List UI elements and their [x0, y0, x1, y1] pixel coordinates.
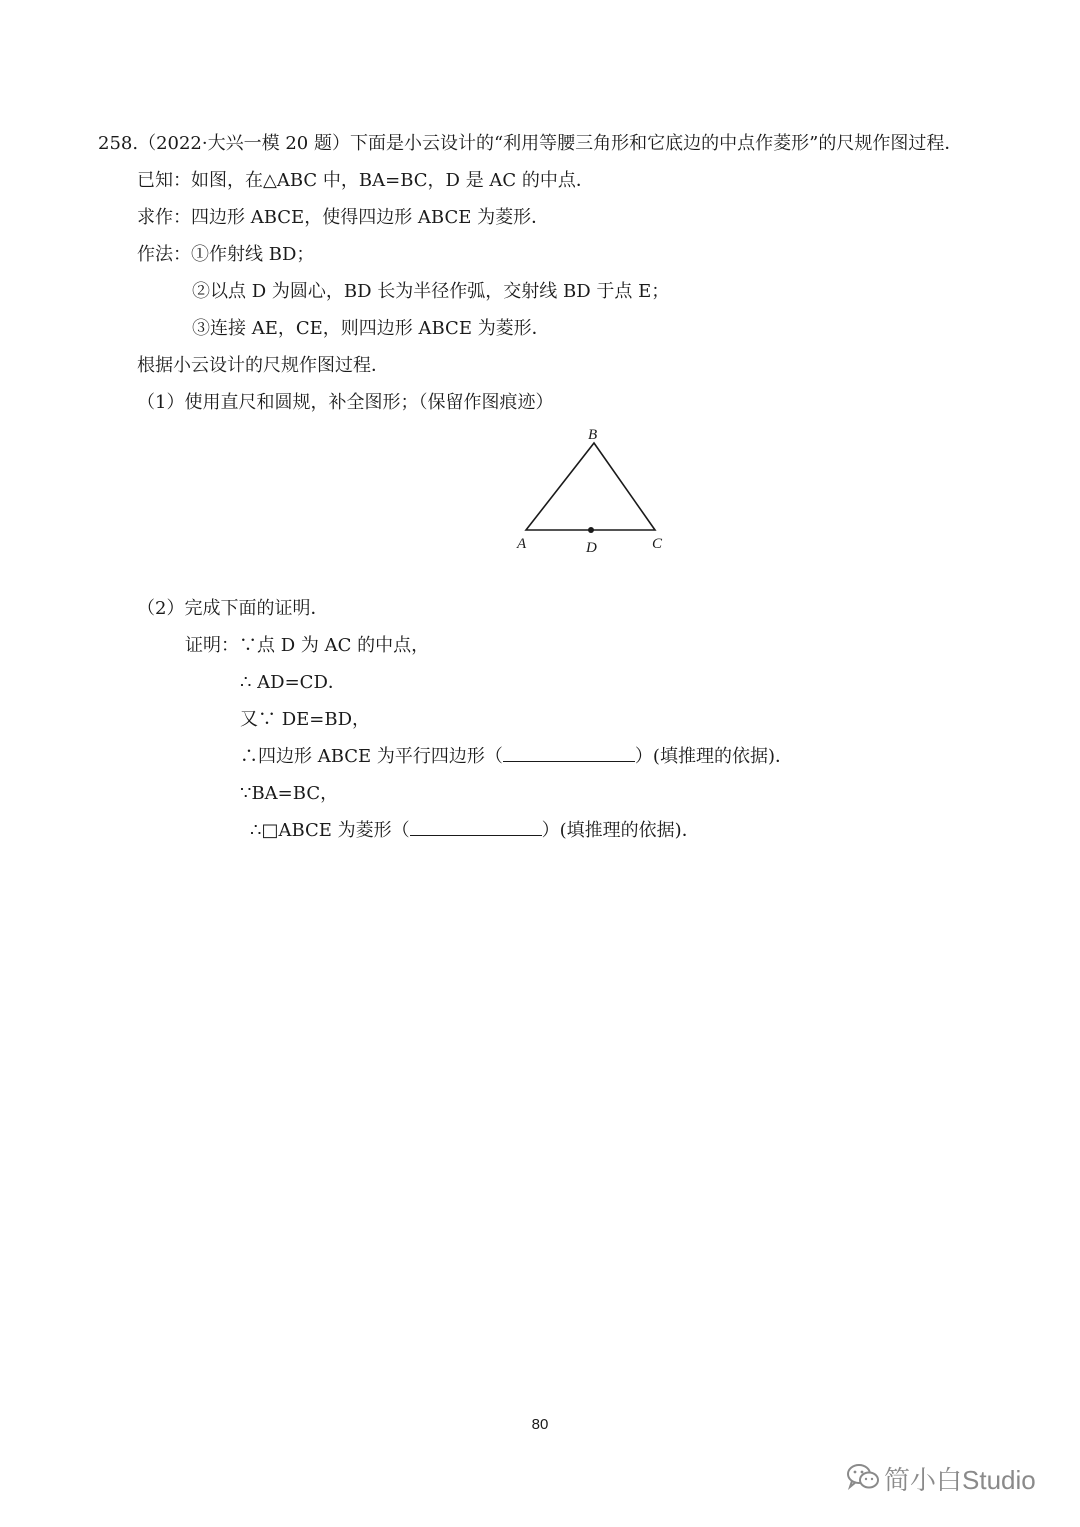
part1-question: （1）使用直尺和圆规，补全图形；（保留作图痕迹） — [137, 392, 554, 413]
given-statement: 已知：如图，在△ABC 中，BA=BC，D 是 AC 的中点． — [137, 170, 594, 191]
answer-blank-2[interactable] — [410, 819, 542, 836]
proof-line-5: ∵BA=BC， — [240, 783, 339, 804]
part2-question: （2）完成下面的证明． — [137, 598, 329, 619]
watermark-text: 简小白Studio — [884, 1465, 1036, 1495]
wechat-icon — [846, 1462, 880, 1492]
proof-line-1: 证明：∵点 D 为 AC 的中点， — [185, 635, 430, 656]
proof-line-4-text: ∴四边形 ABCE 为平行四边形（ — [240, 746, 503, 767]
proof-line-6-suffix: ）(填推理的依据)． — [541, 820, 700, 841]
proof-line-4 — [240, 745, 793, 769]
label-b: B — [588, 427, 598, 443]
triangle-abc — [526, 443, 655, 530]
task-statement: 求作：四边形 ABCE，使得四边形 ABCE 为菱形． — [137, 207, 550, 228]
proof-line-4-suffix: ）(填推理的依据)． — [634, 746, 793, 767]
method-step-3: ③连接 AE，CE，则四边形 ABCE 为菱形． — [192, 318, 550, 339]
label-c: C — [652, 536, 663, 552]
method-step-2: ②以点 D 为圆心，BD 长为半径作弧，交射线 BD 于点 E； — [192, 281, 670, 302]
proof-line-6-text: ∴□ABCE 为菱形（ — [250, 820, 410, 841]
label-d: D — [586, 540, 597, 556]
proof-line-3: 又∵ DE=BD， — [240, 709, 371, 730]
label-a: A — [517, 536, 527, 552]
intro-text: 根据小云设计的尺规作图过程． — [137, 355, 389, 376]
problem-header: 258.（2022·大兴一模 20 题）下面是小云设计的“利用等腰三角形和它底边的中点作菱形”的尺规作图过程． — [98, 133, 963, 154]
proof-line-6 — [250, 819, 700, 843]
page-number: 80 — [531, 1416, 549, 1433]
answer-blank-1[interactable] — [503, 745, 635, 762]
proof-line-2: ∴ AD=CD． — [240, 672, 346, 693]
midpoint-d-dot — [588, 527, 594, 533]
method-step-1: 作法：①作射线 BD； — [137, 244, 315, 265]
triangle-figure — [508, 420, 688, 560]
